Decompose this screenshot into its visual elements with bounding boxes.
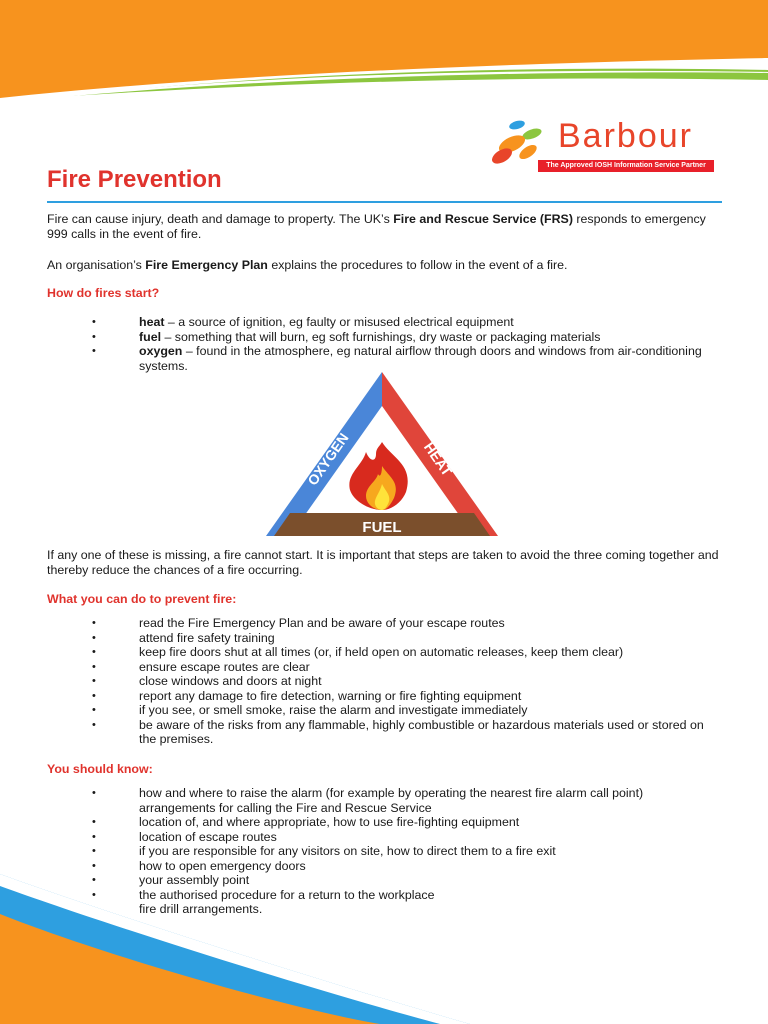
fires-start-heading: How do fires start?	[47, 286, 160, 300]
list-item: • if you see, or smell smoke, raise the alarm and investigate immediately	[0, 703, 720, 718]
fires-start-list	[0, 315, 720, 373]
list-item: • ensure escape routes are clear	[0, 660, 720, 675]
header-orange-band	[0, 0, 768, 110]
list-item: • read the Fire Emergency Plan and be aware of your escape routes	[0, 616, 720, 631]
missing-paragraph: If any one of these is missing, a fire cannot start. It is important that steps are taken to avoid the three coming together and thereby reduce the chances of a fire occurring.	[47, 548, 719, 577]
text-run: explains the procedures to follow in the event of a fire.	[267, 258, 568, 272]
know-heading: You should know:	[47, 762, 153, 776]
intro-paragraph	[47, 212, 722, 242]
list-item: • your assembly point	[0, 873, 720, 888]
oxygen-label: OXYGEN	[304, 430, 352, 489]
bold-term: Fire Emergency Plan	[145, 258, 268, 272]
barbour-logo	[488, 116, 728, 176]
logo-wordmark: Barbour	[558, 117, 693, 155]
list-item: • attend fire safety training	[0, 631, 720, 646]
flame-icon	[349, 442, 407, 510]
list-item-term: oxygen	[139, 344, 183, 358]
list-item-text: – found in the atmosphere, eg natural airflow through doors and windows from air-conditioning systems.	[139, 344, 702, 373]
list-item-text: – something that will burn, eg soft furnishings, dry waste or packaging materials	[161, 329, 601, 344]
list-item-text: – a source of ignition, eg faulty or misused electrical equipment	[164, 315, 514, 329]
list-item: • report any damage to fire detection, warning or fire fighting equipment	[0, 689, 720, 704]
list-item-term: heat	[139, 315, 165, 329]
title-divider	[47, 201, 722, 203]
list-item: • location of, and where appropriate, how to use fire-fighting equipment	[0, 815, 720, 830]
list-item: • the authorised procedure for a return to the workplace	[0, 888, 720, 903]
fire-triangle-diagram	[266, 370, 498, 542]
plan-paragraph	[47, 258, 722, 273]
list-item: • if you are responsible for any visitors on site, how to direct them to a fire exit	[0, 844, 720, 859]
footer-band	[0, 874, 768, 1024]
text-run: responds to emergency 999 calls in the event of fire.	[47, 212, 706, 241]
list-item: • location of escape routes	[0, 830, 720, 845]
list-item: • fire drill arrangements.	[0, 902, 720, 917]
prevent-heading: What you can do to prevent fire:	[47, 592, 237, 606]
list-item	[0, 330, 720, 345]
list-item: • keep fire doors shut at all times (or, if held open on automatic releases, keep them clear)	[0, 645, 720, 660]
list-item-term: fuel	[139, 329, 162, 344]
logo-tagline: The Approved IOSH Information Service Partner	[538, 160, 714, 172]
heat-label: HEAT	[420, 439, 456, 479]
list-item: • close windows and doors at night	[0, 674, 720, 689]
fuel-label: FUEL	[362, 519, 402, 536]
text-run: Fire can cause injury, death and damage to property. The UK’s	[47, 212, 394, 226]
page-title: Fire Prevention	[47, 166, 222, 193]
list-item: • how and where to raise the alarm (for example by operating the nearest fire alarm call point) arrangements for calling the Fire and Rescue Service	[0, 786, 720, 815]
list-item: • how to open emergency doors	[0, 859, 720, 874]
prevent-list	[0, 616, 720, 747]
text-run: An organisation’s	[47, 258, 146, 272]
list-item	[0, 315, 720, 330]
list-item: • be aware of the risks from any flammable, highly combustible or hazardous materials used or stored on the premises.	[0, 718, 720, 747]
bold-term: Fire and Rescue Service (FRS)	[393, 212, 573, 226]
list-item	[0, 344, 720, 373]
